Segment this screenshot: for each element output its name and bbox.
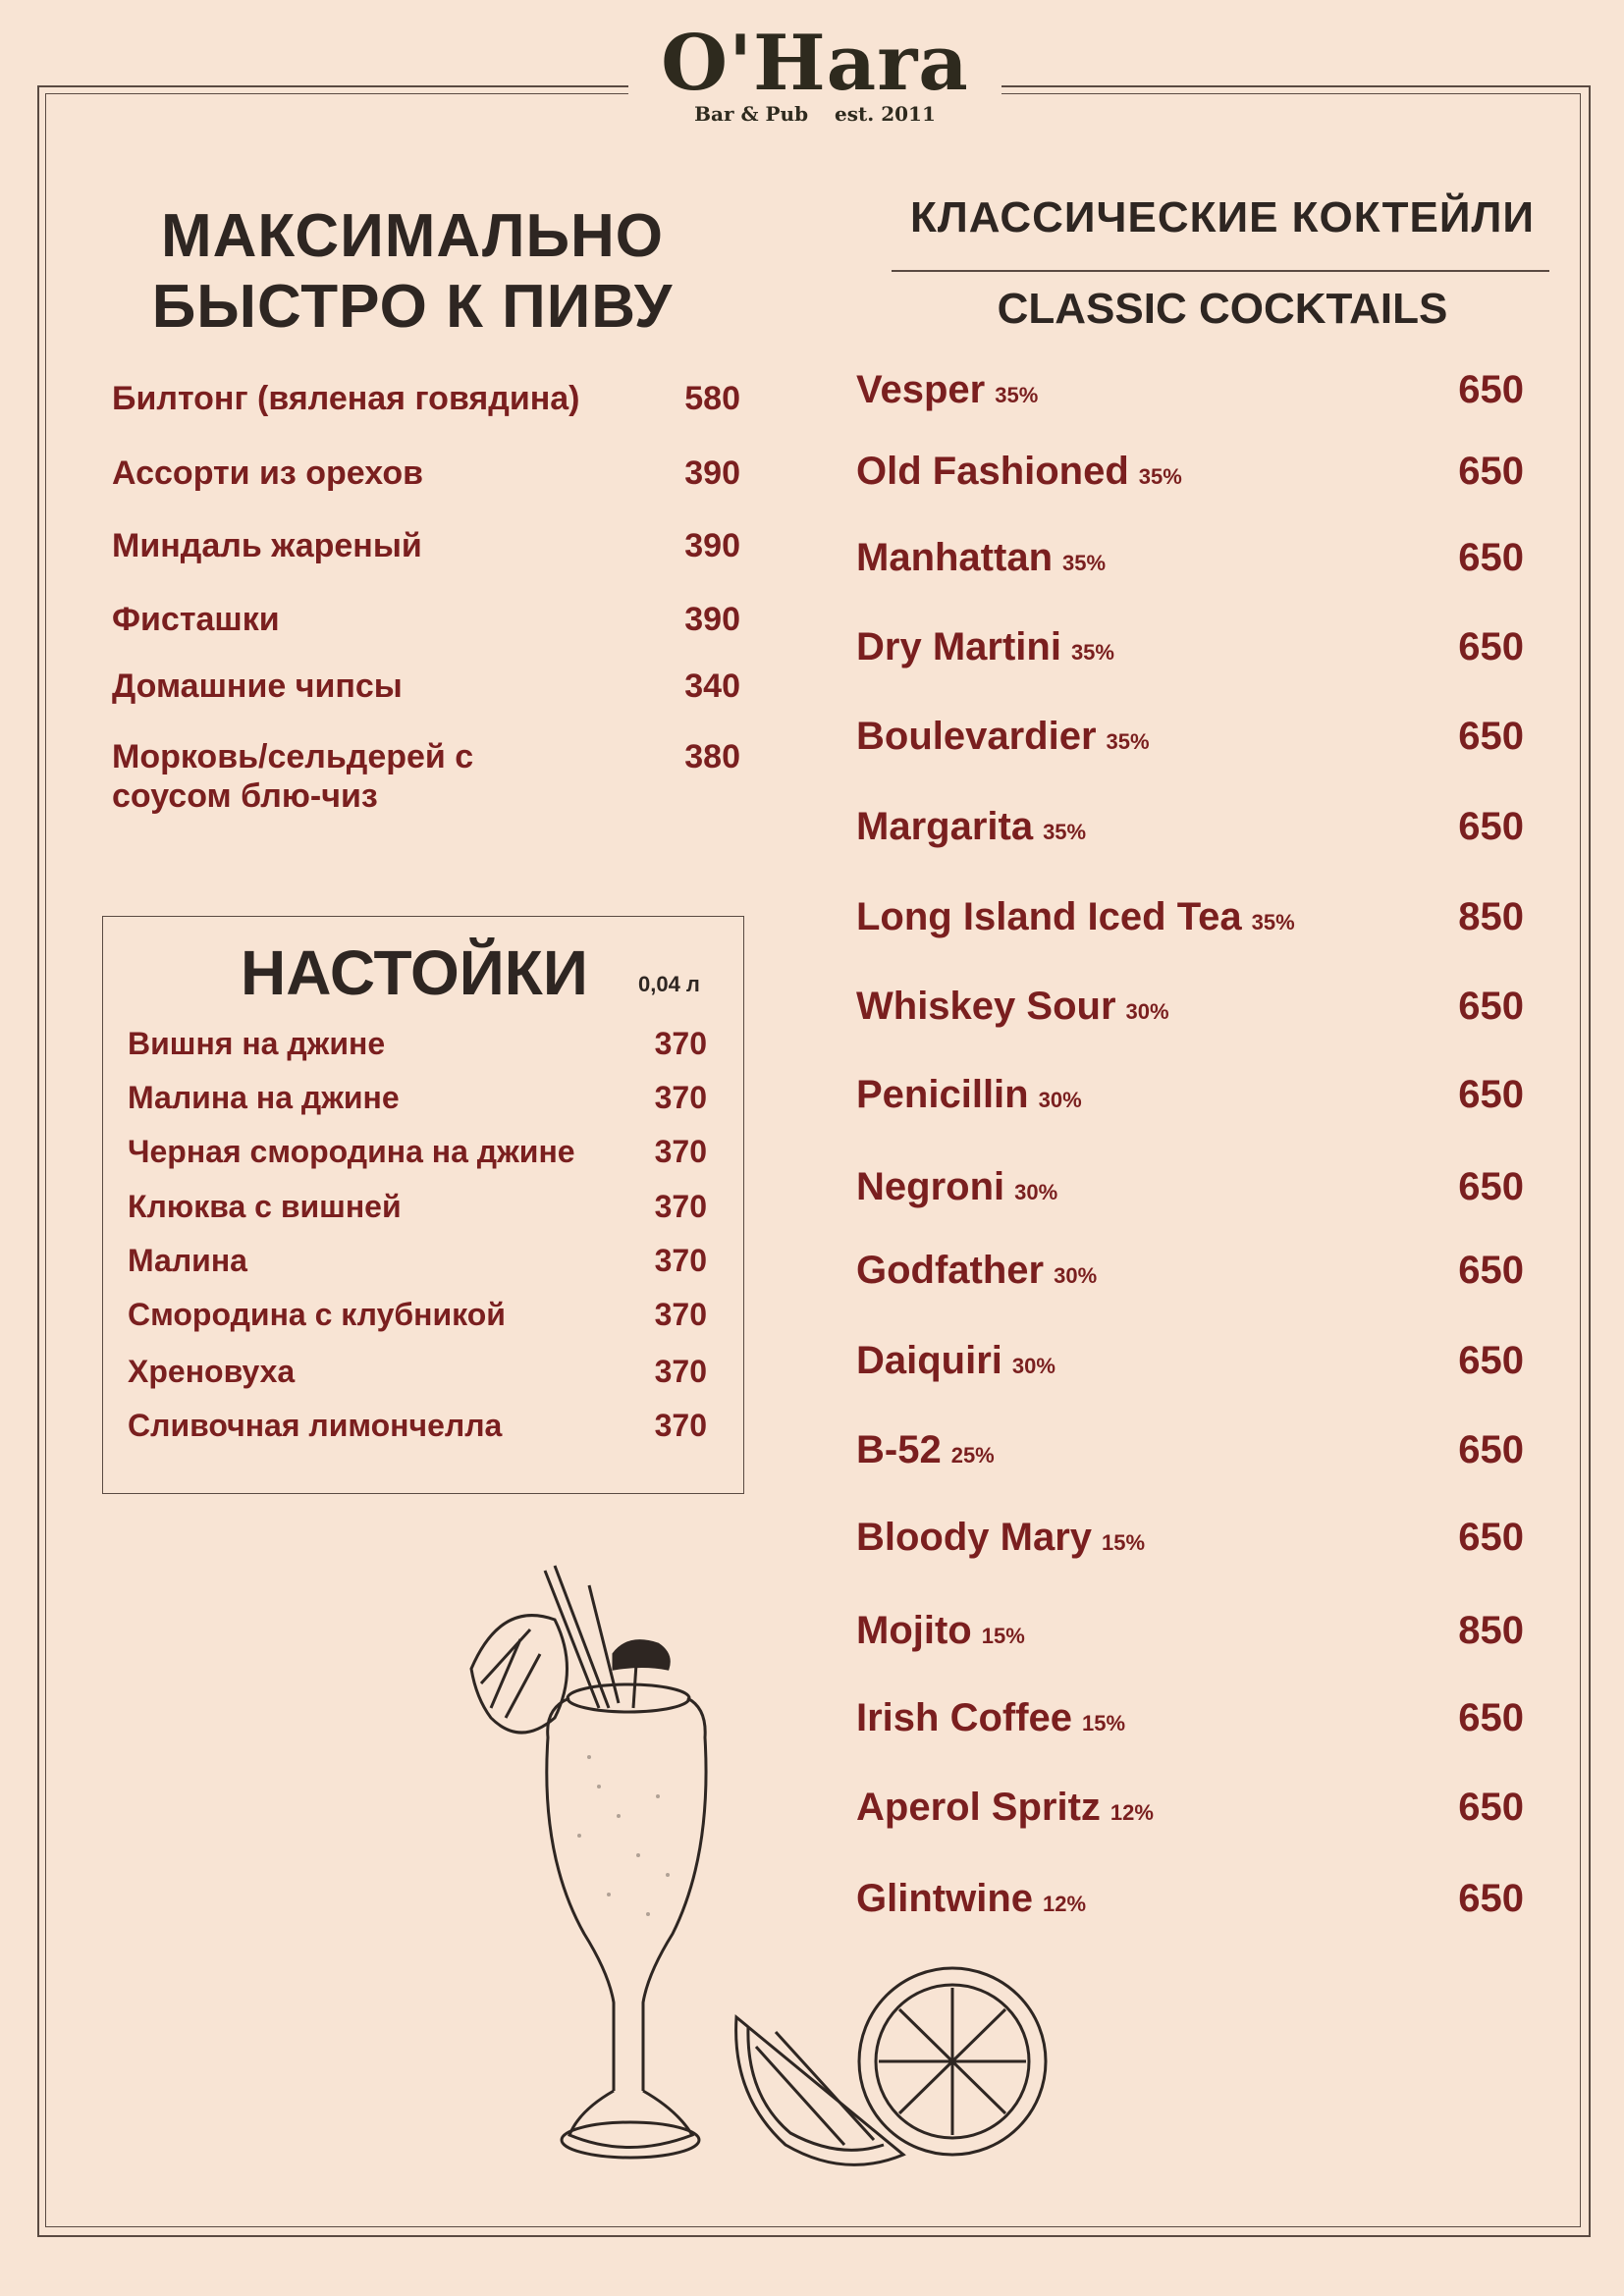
cocktail-item xyxy=(856,623,1524,676)
logo-est: est. 2011 xyxy=(835,102,936,126)
logo-wordmark: O'Hara xyxy=(661,19,969,108)
orange-halves-icon xyxy=(727,1958,1060,2184)
cocktail-name: Bloody Mary xyxy=(856,1516,1093,1559)
cocktail-price: 650 xyxy=(1458,1516,1524,1559)
cocktail-item xyxy=(856,803,1524,856)
cocktail-price: 850 xyxy=(1458,895,1524,938)
cocktail-abv: 30% xyxy=(1038,1088,1082,1112)
tincture-price: 370 xyxy=(654,1026,707,1061)
tincture-price: 370 xyxy=(654,1354,707,1389)
cocktail-item xyxy=(856,893,1524,946)
cocktail-abv: 15% xyxy=(1082,1711,1126,1735)
cocktail-abv: 25% xyxy=(950,1443,995,1468)
tincture-name: Сливочная лимончелла xyxy=(128,1408,503,1443)
snack-price: 390 xyxy=(684,527,740,564)
snack-name: Билтонг (вяленая говядина) xyxy=(112,380,580,417)
tincture-item xyxy=(128,1078,717,1117)
tincture-name: Хреновуха xyxy=(128,1354,296,1389)
tincture-item xyxy=(128,1241,717,1280)
cocktail-item xyxy=(856,1607,1524,1660)
cocktail-name: Boulevardier xyxy=(856,715,1097,758)
cocktail-name: B-52 xyxy=(856,1428,942,1471)
cocktail-item xyxy=(856,366,1524,419)
cocktail-abv: 30% xyxy=(1014,1180,1058,1204)
snack-item xyxy=(112,667,740,706)
cocktail-price: 650 xyxy=(1458,1249,1524,1292)
cocktail-item xyxy=(856,1875,1524,1928)
cocktail-price: 850 xyxy=(1458,1609,1524,1652)
snack-item xyxy=(112,526,740,565)
cocktail-price: 650 xyxy=(1458,805,1524,848)
cocktail-price: 650 xyxy=(1458,1877,1524,1920)
cocktail-name: Dry Martini xyxy=(856,625,1061,668)
cocktail-name: Penicillin xyxy=(856,1073,1029,1116)
cocktail-name: Whiskey Sour xyxy=(856,985,1116,1028)
snack-price: 390 xyxy=(684,601,740,638)
cocktail-item xyxy=(856,1071,1524,1124)
cocktail-abv: 35% xyxy=(1138,464,1182,489)
tincture-name: Клюква с вишней xyxy=(128,1189,402,1224)
cocktail-price: 650 xyxy=(1458,1339,1524,1382)
tincture-item xyxy=(128,1352,717,1391)
tincture-price: 370 xyxy=(654,1134,707,1169)
cocktail-price: 650 xyxy=(1458,1073,1524,1116)
cocktail-item xyxy=(856,1337,1524,1390)
tincture-price: 370 xyxy=(654,1243,707,1278)
cocktail-item xyxy=(856,1784,1524,1837)
tincture-price: 370 xyxy=(654,1408,707,1443)
cocktails-divider xyxy=(892,270,1549,272)
snack-name: Домашние чипсы xyxy=(112,667,403,705)
snack-price: 390 xyxy=(684,454,740,492)
cocktail-price: 650 xyxy=(1458,985,1524,1028)
cocktail-item xyxy=(856,448,1524,501)
snack-name: Морковь/сельдерей с соусом блю-чиз xyxy=(112,738,474,815)
cocktail-name: Daiquiri xyxy=(856,1339,1002,1382)
tincture-name: Малина на джине xyxy=(128,1080,400,1115)
cocktail-name: Irish Coffee xyxy=(856,1696,1073,1739)
cocktail-name: Mojito xyxy=(856,1609,972,1652)
cocktail-price: 650 xyxy=(1458,536,1524,579)
cocktail-price: 650 xyxy=(1458,625,1524,668)
cocktail-price: 650 xyxy=(1458,1428,1524,1471)
snack-item xyxy=(112,600,740,639)
cocktail-abv: 35% xyxy=(1070,640,1114,665)
cocktail-item xyxy=(856,1694,1524,1747)
cocktail-name: Negroni xyxy=(856,1165,1005,1208)
tincture-price: 370 xyxy=(654,1080,707,1115)
cocktail-name: Glintwine xyxy=(856,1877,1033,1920)
cocktail-item xyxy=(856,1247,1524,1300)
cocktail-item xyxy=(856,1426,1524,1479)
cocktail-item xyxy=(856,1163,1524,1216)
cocktail-price: 650 xyxy=(1458,1786,1524,1829)
tincture-item xyxy=(128,1295,717,1334)
tincture-price: 370 xyxy=(654,1189,707,1224)
tincture-item xyxy=(128,1132,717,1171)
snack-item xyxy=(112,737,740,816)
tincture-item xyxy=(128,1406,717,1445)
cocktail-name: Old Fashioned xyxy=(856,450,1129,493)
snacks-title: МАКСИМАЛЬНО БЫСТРО К ПИВУ xyxy=(151,202,674,341)
cocktail-name: Vesper xyxy=(856,368,986,411)
logo xyxy=(619,20,1011,126)
tincture-name: Черная смородина на джине xyxy=(128,1134,575,1169)
cocktail-abv: 35% xyxy=(1062,551,1107,575)
snack-name: Ассорти из орехов xyxy=(112,454,423,492)
cocktail-name: Aperol Spritz xyxy=(856,1786,1101,1829)
snack-name: Фисташки xyxy=(112,601,280,638)
cocktail-price: 650 xyxy=(1458,715,1524,758)
cocktails-title-en: CLASSIC COCKTAILS xyxy=(997,285,1448,333)
tinctures-title: НАСТОЙКИ xyxy=(241,937,588,1008)
tincture-item xyxy=(128,1024,717,1063)
tinctures-unit: 0,04 л xyxy=(638,972,700,996)
logo-bar-pub: Bar & Pub xyxy=(694,102,809,126)
snack-item xyxy=(112,454,740,493)
cocktail-abv: 15% xyxy=(981,1624,1025,1648)
cocktail-price: 650 xyxy=(1458,1696,1524,1739)
cocktail-price: 650 xyxy=(1458,1165,1524,1208)
cocktail-abv: 35% xyxy=(1251,910,1295,934)
cocktail-abv: 30% xyxy=(1054,1263,1098,1288)
snack-price: 340 xyxy=(684,667,740,705)
cocktail-abv: 35% xyxy=(995,383,1039,407)
cocktail-abv: 15% xyxy=(1102,1530,1146,1555)
cocktail-price: 650 xyxy=(1458,450,1524,493)
cocktail-abv: 35% xyxy=(1106,729,1150,754)
cocktail-item xyxy=(856,534,1524,587)
cocktail-item xyxy=(856,713,1524,766)
cocktails-title-ru: КЛАССИЧЕСКИЕ КОКТЕЙЛИ xyxy=(909,193,1536,241)
cocktail-name: Manhattan xyxy=(856,536,1053,579)
snack-name: Миндаль жареный xyxy=(112,527,422,564)
tincture-item xyxy=(128,1187,717,1226)
cocktail-item xyxy=(856,1514,1524,1567)
cocktail-name: Margarita xyxy=(856,805,1034,848)
snack-price: 580 xyxy=(684,380,740,417)
tincture-price: 370 xyxy=(654,1297,707,1332)
cocktail-name: Godfather xyxy=(856,1249,1045,1292)
cocktail-abv: 30% xyxy=(1125,999,1169,1024)
cocktail-price: 650 xyxy=(1458,368,1524,411)
cocktail-abv: 35% xyxy=(1043,820,1087,844)
tincture-name: Малина xyxy=(128,1243,247,1278)
cocktail-abv: 12% xyxy=(1110,1800,1154,1825)
cocktail-abv: 12% xyxy=(1043,1892,1087,1916)
tincture-name: Смородина с клубникой xyxy=(128,1297,506,1332)
cocktail-item xyxy=(856,983,1524,1036)
snack-item xyxy=(112,379,740,418)
cocktail-glass-icon xyxy=(461,1561,736,2189)
cocktail-abv: 30% xyxy=(1011,1354,1056,1378)
tincture-name: Вишня на джине xyxy=(128,1026,386,1061)
snack-price: 380 xyxy=(684,738,740,775)
cocktail-name: Long Island Iced Tea xyxy=(856,895,1242,938)
